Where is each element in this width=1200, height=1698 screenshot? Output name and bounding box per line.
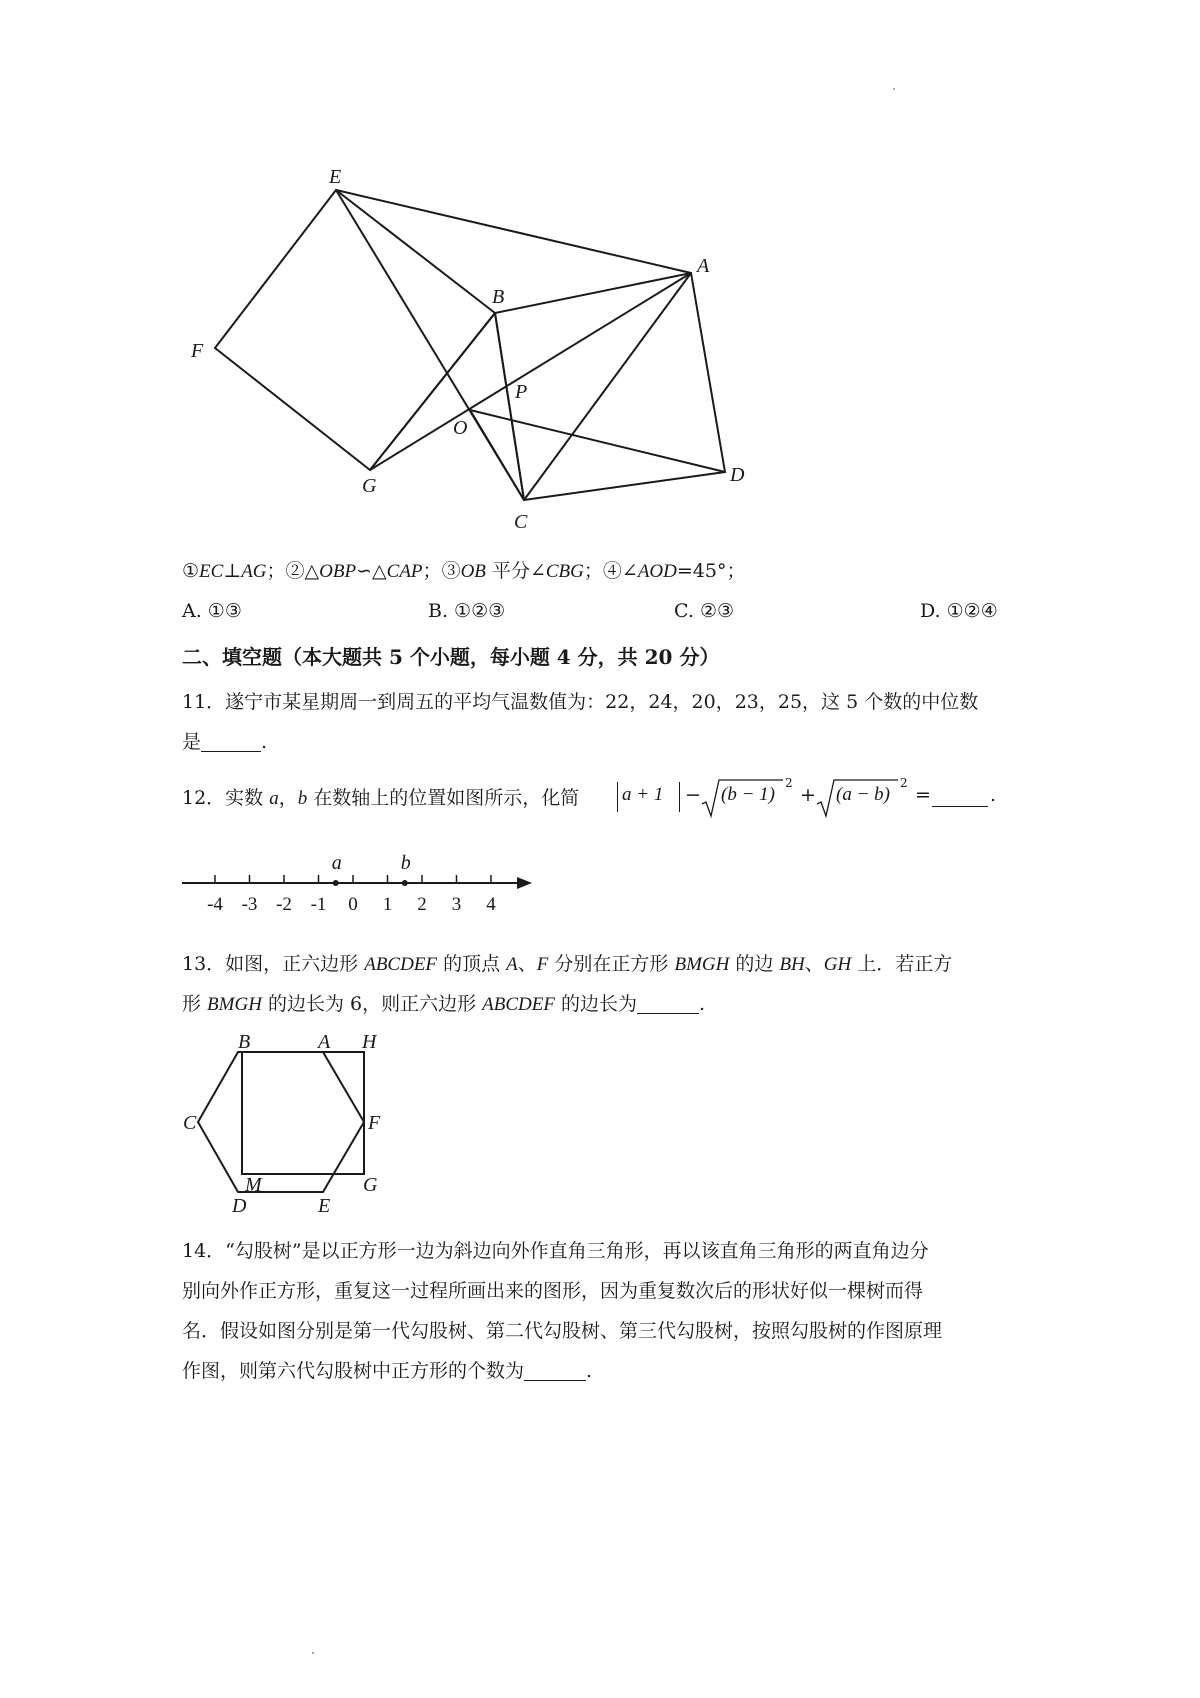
q13-text: 形: [182, 993, 208, 1015]
section-heading: 二、填空题（本大题共 5 个小题，每小题 4 分，共 20 分）: [182, 645, 720, 669]
tick-label: 0: [348, 894, 358, 915]
q12-text: 在数轴上的位置如图所示，化简: [307, 787, 580, 809]
stmt2-similar: ∽△: [356, 560, 387, 582]
label-a: A: [697, 255, 710, 277]
label-f: F: [368, 1112, 381, 1134]
option-c[interactable]: C. ②③: [674, 600, 735, 622]
stmt3-ob: OB: [460, 561, 486, 582]
q13-text: 的顶点: [437, 953, 507, 975]
sqrt2-exponent: 2: [900, 776, 908, 790]
number-line: [180, 850, 540, 920]
answer-blank[interactable]: [524, 1360, 586, 1381]
sqrt1-content: (b − 1): [721, 784, 775, 805]
number-line-arrow: [517, 877, 532, 889]
label-h: H: [362, 1031, 377, 1053]
label-f: F: [191, 340, 204, 362]
tick-label: -1: [310, 894, 327, 915]
q13-text: 13．如图，正六边形: [182, 953, 365, 975]
q14-line3: 名．假设如图分别是第一代勾股树、第二代勾股树、第三代勾股树，按照勾股树的作图原理: [182, 1320, 943, 1342]
equals-sign: =: [915, 784, 931, 806]
q13-line2: [182, 990, 705, 1019]
point-a-label: a: [331, 852, 342, 874]
stmt4-aod: AOD: [637, 561, 677, 582]
q13-side-gh: GH: [823, 954, 852, 975]
answer-blank[interactable]: [932, 786, 988, 807]
option-b[interactable]: B. ①②③: [428, 600, 506, 622]
q13-hexagon: ABCDEF: [482, 994, 555, 1015]
minus-sign: −: [685, 784, 701, 806]
stmt4-value: =45°；: [676, 560, 746, 582]
segment-oc: [470, 410, 524, 500]
q12-end: .: [990, 784, 997, 806]
q14-text: 作图，则第六代勾股树中正方形的个数为: [182, 1360, 525, 1382]
segment-bg: [370, 313, 495, 470]
stmt4-num: ④∠: [602, 560, 638, 582]
q14-line1: 14．“勾股树”是以正方形一边为斜边向外作直角三角形，再以该直角三角形的两直角边分: [182, 1240, 929, 1262]
hexagon-abcdef: [198, 1052, 364, 1192]
abs-bar-right: [679, 782, 680, 812]
tick-label: -3: [241, 894, 258, 915]
q13-line1: [182, 950, 952, 979]
stmt1-num: ①: [182, 560, 200, 582]
sqrt1-exponent: 2: [785, 776, 793, 790]
q12-text: 12．实数: [182, 787, 270, 809]
q11-line1: 11．遂宁市某星期周一到周五的平均气温数值为：22，24，20，23，25，这 5 个数的中位数: [182, 691, 979, 713]
q13-text: 、: [517, 953, 537, 975]
segment-bc: [495, 313, 524, 500]
option-d[interactable]: D. ①②④: [920, 600, 998, 622]
answer-blank[interactable]: [637, 993, 699, 1014]
q13-side-bh: BH: [779, 954, 805, 975]
abs-bar-left: [617, 782, 618, 812]
answer-blank[interactable]: [201, 731, 261, 752]
segment-od: [470, 410, 725, 472]
label-e: E: [329, 166, 342, 188]
tick-label: -4: [207, 894, 223, 915]
q13-text: 上．若正方: [851, 953, 953, 975]
stmt1-ec: EC: [199, 561, 224, 582]
q13-text: 、: [804, 953, 824, 975]
q13-point-a: A: [506, 954, 518, 975]
square-bacd: [495, 273, 725, 500]
tick-label: -2: [276, 894, 292, 915]
scan-dot-bottom: [312, 1652, 314, 1654]
q14-line4: [182, 1357, 592, 1385]
plus-sign: +: [800, 784, 816, 806]
q13-hexagon: ABCDEF: [364, 954, 438, 975]
point-b: [402, 880, 408, 886]
stmt2-obp: OBP: [319, 561, 357, 582]
stmt3-num: ③: [441, 560, 461, 582]
q14-end: .: [586, 1360, 593, 1382]
q13-square: BMGH: [207, 994, 262, 1015]
q13-point-f: F: [536, 954, 549, 975]
stmt-sep: ；: [422, 560, 442, 582]
stmt-sep: ；: [583, 560, 603, 582]
tick-label: 3: [451, 894, 462, 915]
stmt-sep: ；: [266, 560, 286, 582]
tick-label: 4: [486, 894, 496, 915]
label-c: C: [183, 1112, 197, 1134]
segment-ac: [524, 273, 691, 500]
label-d: D: [730, 464, 745, 486]
sqrt2-content: (a − b): [836, 784, 890, 805]
label-g: G: [363, 1174, 378, 1196]
square-bmgh: [242, 1052, 364, 1174]
q13-text: 的边长为: [554, 993, 638, 1015]
point-b-label: b: [400, 852, 411, 874]
option-a[interactable]: A. ①③: [182, 600, 242, 622]
tick-label: 1: [382, 894, 393, 915]
label-d: D: [232, 1195, 247, 1217]
q11-line2: [182, 728, 267, 756]
label-b: B: [238, 1031, 251, 1053]
q12-formula: [617, 776, 997, 820]
label-e: E: [318, 1195, 331, 1217]
stmt3-cbg: CBG: [545, 561, 584, 582]
stmt1-ag: AG: [241, 561, 267, 582]
point-a: [333, 880, 339, 886]
q10-statements: [182, 557, 745, 586]
stmt2-num: ②△: [285, 560, 320, 582]
label-b: B: [492, 286, 505, 308]
label-a: A: [318, 1031, 331, 1053]
label-c: C: [514, 511, 528, 533]
scan-dot-top: [893, 88, 895, 90]
figure-squares: [180, 160, 760, 540]
q13-text: 的边长为 6，则正六边形: [261, 993, 483, 1015]
q13-square: BMGH: [674, 954, 730, 975]
q12-line: [182, 784, 579, 813]
q13-end: .: [699, 993, 706, 1015]
stmt1-perp: ⊥: [223, 560, 242, 582]
stmt3-bisects: 平分∠: [485, 560, 546, 582]
figure-hexagon-square: [180, 1030, 400, 1220]
label-g: G: [362, 475, 377, 497]
label-o: O: [453, 417, 468, 439]
q11-end: .: [261, 731, 268, 753]
abs-content: a + 1: [622, 784, 664, 805]
q12-var-a: a: [269, 788, 279, 809]
q11-text: 是: [182, 731, 202, 753]
stmt2-cap: CAP: [386, 561, 423, 582]
tick-label: 2: [417, 894, 427, 915]
q12-text: ，: [278, 787, 298, 809]
q13-text: 的边: [729, 953, 780, 975]
label-p: P: [515, 381, 528, 403]
q14-line2: 别向外作正方形，重复这一过程所画出来的图形，因为重复数次后的形状好似一棵树而得: [182, 1280, 924, 1302]
q13-text: 分别在正方形: [548, 953, 675, 975]
segment-ag: [370, 273, 691, 470]
q12-var-b: b: [297, 788, 308, 809]
label-m: M: [245, 1174, 262, 1196]
